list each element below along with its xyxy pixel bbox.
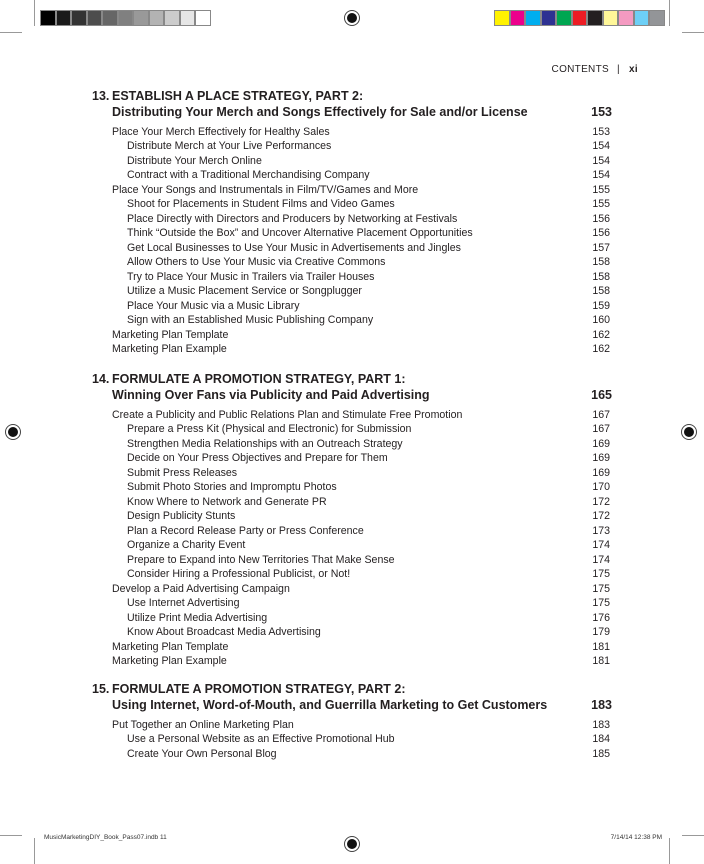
toc-entry-page: 175 (592, 568, 610, 581)
toc-entry[interactable] (92, 328, 612, 342)
toc-entry[interactable] (92, 270, 612, 284)
toc-entry-title: Design Publicity Stunts (127, 510, 236, 523)
toc-entry-title: Plan a Record Release Party or Press Conference (127, 524, 364, 537)
toc-entry-page: 176 (592, 611, 610, 624)
toc-entry[interactable] (92, 625, 612, 639)
toc-entry[interactable] (92, 197, 612, 211)
toc-entry[interactable] (92, 596, 612, 610)
crop-mark (669, 0, 670, 26)
toc-entry[interactable] (92, 408, 612, 422)
toc-entry-title: Consider Hiring a Professional Publicist, or Not! (127, 568, 351, 581)
toc-entry-title: Use Internet Advertising (127, 597, 240, 610)
toc-entry-page: 158 (592, 285, 610, 298)
crop-mark (34, 838, 35, 864)
toc-entry-title: Put Together an Online Marketing Plan (112, 719, 294, 731)
toc-entry-page: 158 (592, 256, 610, 269)
toc-entry-page: 154 (592, 154, 610, 167)
toc-entry-title: Know About Broadcast Media Advertising (127, 626, 321, 639)
toc-entry-title: Allow Others to Use Your Music via Creative Commons (127, 256, 386, 269)
chapter-title (92, 88, 612, 104)
toc-entry[interactable] (92, 139, 612, 153)
color-swatch (71, 10, 87, 26)
color-swatch (180, 10, 196, 26)
toc-entry-title: Develop a Paid Advertising Campaign (112, 582, 290, 595)
toc-entry[interactable] (92, 480, 612, 494)
toc-entry[interactable] (92, 718, 612, 732)
running-head-label: CONTENTS (551, 64, 609, 75)
toc-entry-title: Sign with an Established Music Publishing Company (127, 314, 374, 327)
color-swatch (164, 10, 180, 26)
toc-entry[interactable] (92, 241, 612, 255)
toc-entry[interactable] (92, 495, 612, 509)
toc-entry-title: Create Your Own Personal Blog (127, 747, 277, 760)
chapter-page-number: 153 (591, 105, 612, 119)
crop-mark (669, 838, 670, 864)
color-swatch (40, 10, 56, 26)
color-swatch (87, 10, 103, 26)
registration-mark-icon (6, 425, 20, 439)
toc-entry-page: 174 (592, 553, 610, 566)
toc-entry-list (92, 125, 612, 357)
toc-entry-title: Decide on Your Press Objectives and Prepare for Them (127, 452, 388, 465)
toc-entry[interactable] (92, 342, 612, 356)
toc-entry-page: 175 (592, 597, 610, 610)
toc-entry-page: 170 (592, 481, 610, 494)
toc-entry-page: 155 (592, 183, 610, 196)
chapter-title (92, 371, 612, 387)
running-head-separator: | (617, 64, 620, 75)
toc-entry-title: Marketing Plan Template (112, 328, 229, 341)
toc-entry-title: Distribute Your Merch Online (127, 154, 262, 167)
chapter-subtitle (92, 104, 612, 120)
color-swatch (603, 10, 619, 26)
toc-entry-page: 167 (592, 423, 610, 436)
toc-entry-page: 156 (592, 212, 610, 225)
toc-entry-title: Think “Outside the Box” and Uncover Alternative Placement Opportunities (127, 227, 473, 240)
toc-entry[interactable] (92, 567, 612, 581)
toc-entry-page: 162 (592, 328, 610, 341)
toc-entry-page: 185 (592, 747, 610, 760)
toc-entry-title: Get Local Businesses to Use Your Music in Advertisements and Jingles (127, 241, 461, 254)
toc-entry-title: Strengthen Media Relationships with an Outreach Strategy (127, 437, 403, 450)
chapter-section (92, 681, 612, 761)
crop-mark (0, 32, 22, 33)
chapter-title-text: FORMULATE A PROMOTION STRATEGY, PART 1: (112, 372, 406, 386)
toc-entry-page: 153 (592, 126, 610, 138)
toc-entry-list (92, 408, 612, 668)
chapter-number: 15. (92, 682, 110, 696)
registration-mark-icon (682, 425, 696, 439)
toc-entry-title: Place Your Music via a Music Library (127, 299, 300, 312)
toc-entry-title: Prepare a Press Kit (Physical and Electronic) for Submission (127, 423, 412, 436)
grayscale-color-bar (40, 10, 211, 26)
toc-entry-title: Try to Place Your Music in Trailers via Trailer Houses (127, 270, 375, 283)
crop-mark (0, 835, 22, 836)
toc-entry-title: Marketing Plan Example (112, 343, 227, 356)
toc-entry-page: 160 (592, 314, 610, 327)
toc-entry-title: Contract with a Traditional Merchandising Company (127, 169, 370, 182)
page-number: xi (629, 64, 638, 75)
slug-timestamp: 7/14/14 12:38 PM (610, 834, 662, 841)
toc-entry[interactable] (92, 747, 612, 761)
crop-mark (682, 32, 704, 33)
toc-entry-page: 179 (592, 626, 610, 639)
toc-entry[interactable] (92, 226, 612, 240)
toc-entry[interactable] (92, 509, 612, 523)
toc-entry-title: Know Where to Network and Generate PR (127, 495, 327, 508)
toc-entry-page: 156 (592, 227, 610, 240)
color-swatch (118, 10, 134, 26)
toc-entry-page: 158 (592, 270, 610, 283)
toc-entry[interactable] (92, 538, 612, 552)
running-head (552, 64, 638, 75)
chapter-subtitle (92, 387, 612, 403)
color-swatch (525, 10, 541, 26)
toc-entry[interactable] (92, 422, 612, 436)
toc-entry-title: Submit Photo Stories and Impromptu Photos (127, 481, 337, 494)
slug-filename: MusicMarketingDIY_Book_Pass07.indb 11 (44, 834, 167, 841)
toc-entry-page: 169 (592, 452, 610, 465)
toc-entry[interactable] (92, 582, 612, 596)
toc-entry-page: 169 (592, 466, 610, 479)
toc-entry-page: 155 (592, 198, 610, 211)
color-swatch (556, 10, 572, 26)
color-swatch (102, 10, 118, 26)
toc-entry-title: Create a Publicity and Public Relations Plan and Stimulate Free Promotion (112, 409, 463, 421)
color-swatch (494, 10, 510, 26)
color-swatch (195, 10, 211, 26)
toc-entry-page: 175 (592, 582, 610, 595)
toc-entry-title: Organize a Charity Event (127, 539, 246, 552)
toc-entry-title: Utilize Print Media Advertising (127, 611, 268, 624)
toc-entry-title: Place Directly with Directors and Producers by Networking at Festivals (127, 212, 458, 225)
toc-entry-page: 181 (592, 654, 610, 667)
chapter-number: 13. (92, 89, 110, 103)
color-swatch (133, 10, 149, 26)
color-swatch (572, 10, 588, 26)
toc-entry[interactable] (92, 168, 612, 182)
toc-entry[interactable] (92, 451, 612, 465)
chapter-title-text: FORMULATE A PROMOTION STRATEGY, PART 2: (112, 682, 406, 696)
crop-mark (34, 0, 35, 26)
toc-entry-page: 154 (592, 169, 610, 182)
toc-entry[interactable] (92, 654, 612, 668)
toc-entry-page: 184 (592, 733, 610, 746)
toc-entry[interactable] (92, 299, 612, 313)
color-swatch (541, 10, 557, 26)
toc-entry-page: 167 (592, 409, 610, 421)
toc-entry-title: Marketing Plan Template (112, 640, 229, 653)
toc-entry-title: Place Your Merch Effectively for Healthy Sales (112, 126, 330, 138)
chapter-page-number: 165 (591, 388, 612, 402)
chapter-number: 14. (92, 372, 110, 386)
toc-entry-page: 162 (592, 343, 610, 356)
chapter-subtitle (92, 697, 612, 713)
color-swatch (56, 10, 72, 26)
process-color-bar (494, 10, 665, 26)
toc-entry[interactable] (92, 154, 612, 168)
color-swatch (510, 10, 526, 26)
chapter-subtitle-text: Using Internet, Word-of-Mouth, and Guerrilla Marketing to Get Customers (112, 698, 548, 712)
toc-entry-page: 159 (592, 299, 610, 312)
chapter-subtitle-text: Distributing Your Merch and Songs Effectively for Sale and/or License (112, 105, 528, 119)
chapter-subtitle-text: Winning Over Fans via Publicity and Paid Advertising (112, 388, 430, 402)
color-swatch (634, 10, 650, 26)
color-swatch (649, 10, 665, 26)
toc-entry[interactable] (92, 125, 612, 139)
toc-entry-page: 181 (592, 640, 610, 653)
color-swatch (587, 10, 603, 26)
toc-entry-page: 183 (592, 719, 610, 731)
toc-entry[interactable] (92, 524, 612, 538)
toc-entry-title: Shoot for Placements in Student Films and Video Games (127, 198, 395, 211)
toc-entry[interactable] (92, 553, 612, 567)
chapter-title-text: ESTABLISH A PLACE STRATEGY, PART 2: (112, 89, 364, 103)
toc-entry-title: Prepare to Expand into New Territories That Make Sense (127, 553, 395, 566)
toc-entry-page: 157 (592, 241, 610, 254)
toc-entry[interactable] (92, 183, 612, 197)
toc-entry-title: Utilize a Music Placement Service or Songplugger (127, 285, 362, 298)
chapter-section (92, 371, 612, 668)
toc-entry-title: Marketing Plan Example (112, 654, 227, 667)
toc-entry[interactable] (92, 437, 612, 451)
toc-entry[interactable] (92, 611, 612, 625)
color-swatch (149, 10, 165, 26)
toc-entry-title: Distribute Merch at Your Live Performances (127, 140, 332, 153)
toc-entry[interactable] (92, 313, 612, 327)
toc-entry-page: 173 (592, 524, 610, 537)
color-swatch (618, 10, 634, 26)
crop-mark (682, 835, 704, 836)
toc-entry-page: 169 (592, 437, 610, 450)
toc-entry-page: 172 (592, 495, 610, 508)
toc-entry-page: 172 (592, 510, 610, 523)
toc-entry[interactable] (92, 284, 612, 298)
toc-entry[interactable] (92, 212, 612, 226)
toc-entry-page: 174 (592, 539, 610, 552)
toc-entry[interactable] (92, 640, 612, 654)
toc-entry-list (92, 718, 612, 761)
chapter-title (92, 681, 612, 697)
toc-entry-page: 154 (592, 140, 610, 153)
toc-entry[interactable] (92, 255, 612, 269)
registration-mark-icon (345, 837, 359, 851)
registration-mark-icon (345, 11, 359, 25)
chapter-section (92, 88, 612, 357)
toc-entry-title: Place Your Songs and Instrumentals in Film/TV/Games and More (112, 183, 419, 196)
chapter-page-number: 183 (591, 698, 612, 712)
toc-entry[interactable] (92, 732, 612, 746)
toc-entry-title: Use a Personal Website as an Effective Promotional Hub (127, 733, 395, 746)
toc-entry[interactable] (92, 466, 612, 480)
toc-entry-title: Submit Press Releases (127, 466, 238, 479)
